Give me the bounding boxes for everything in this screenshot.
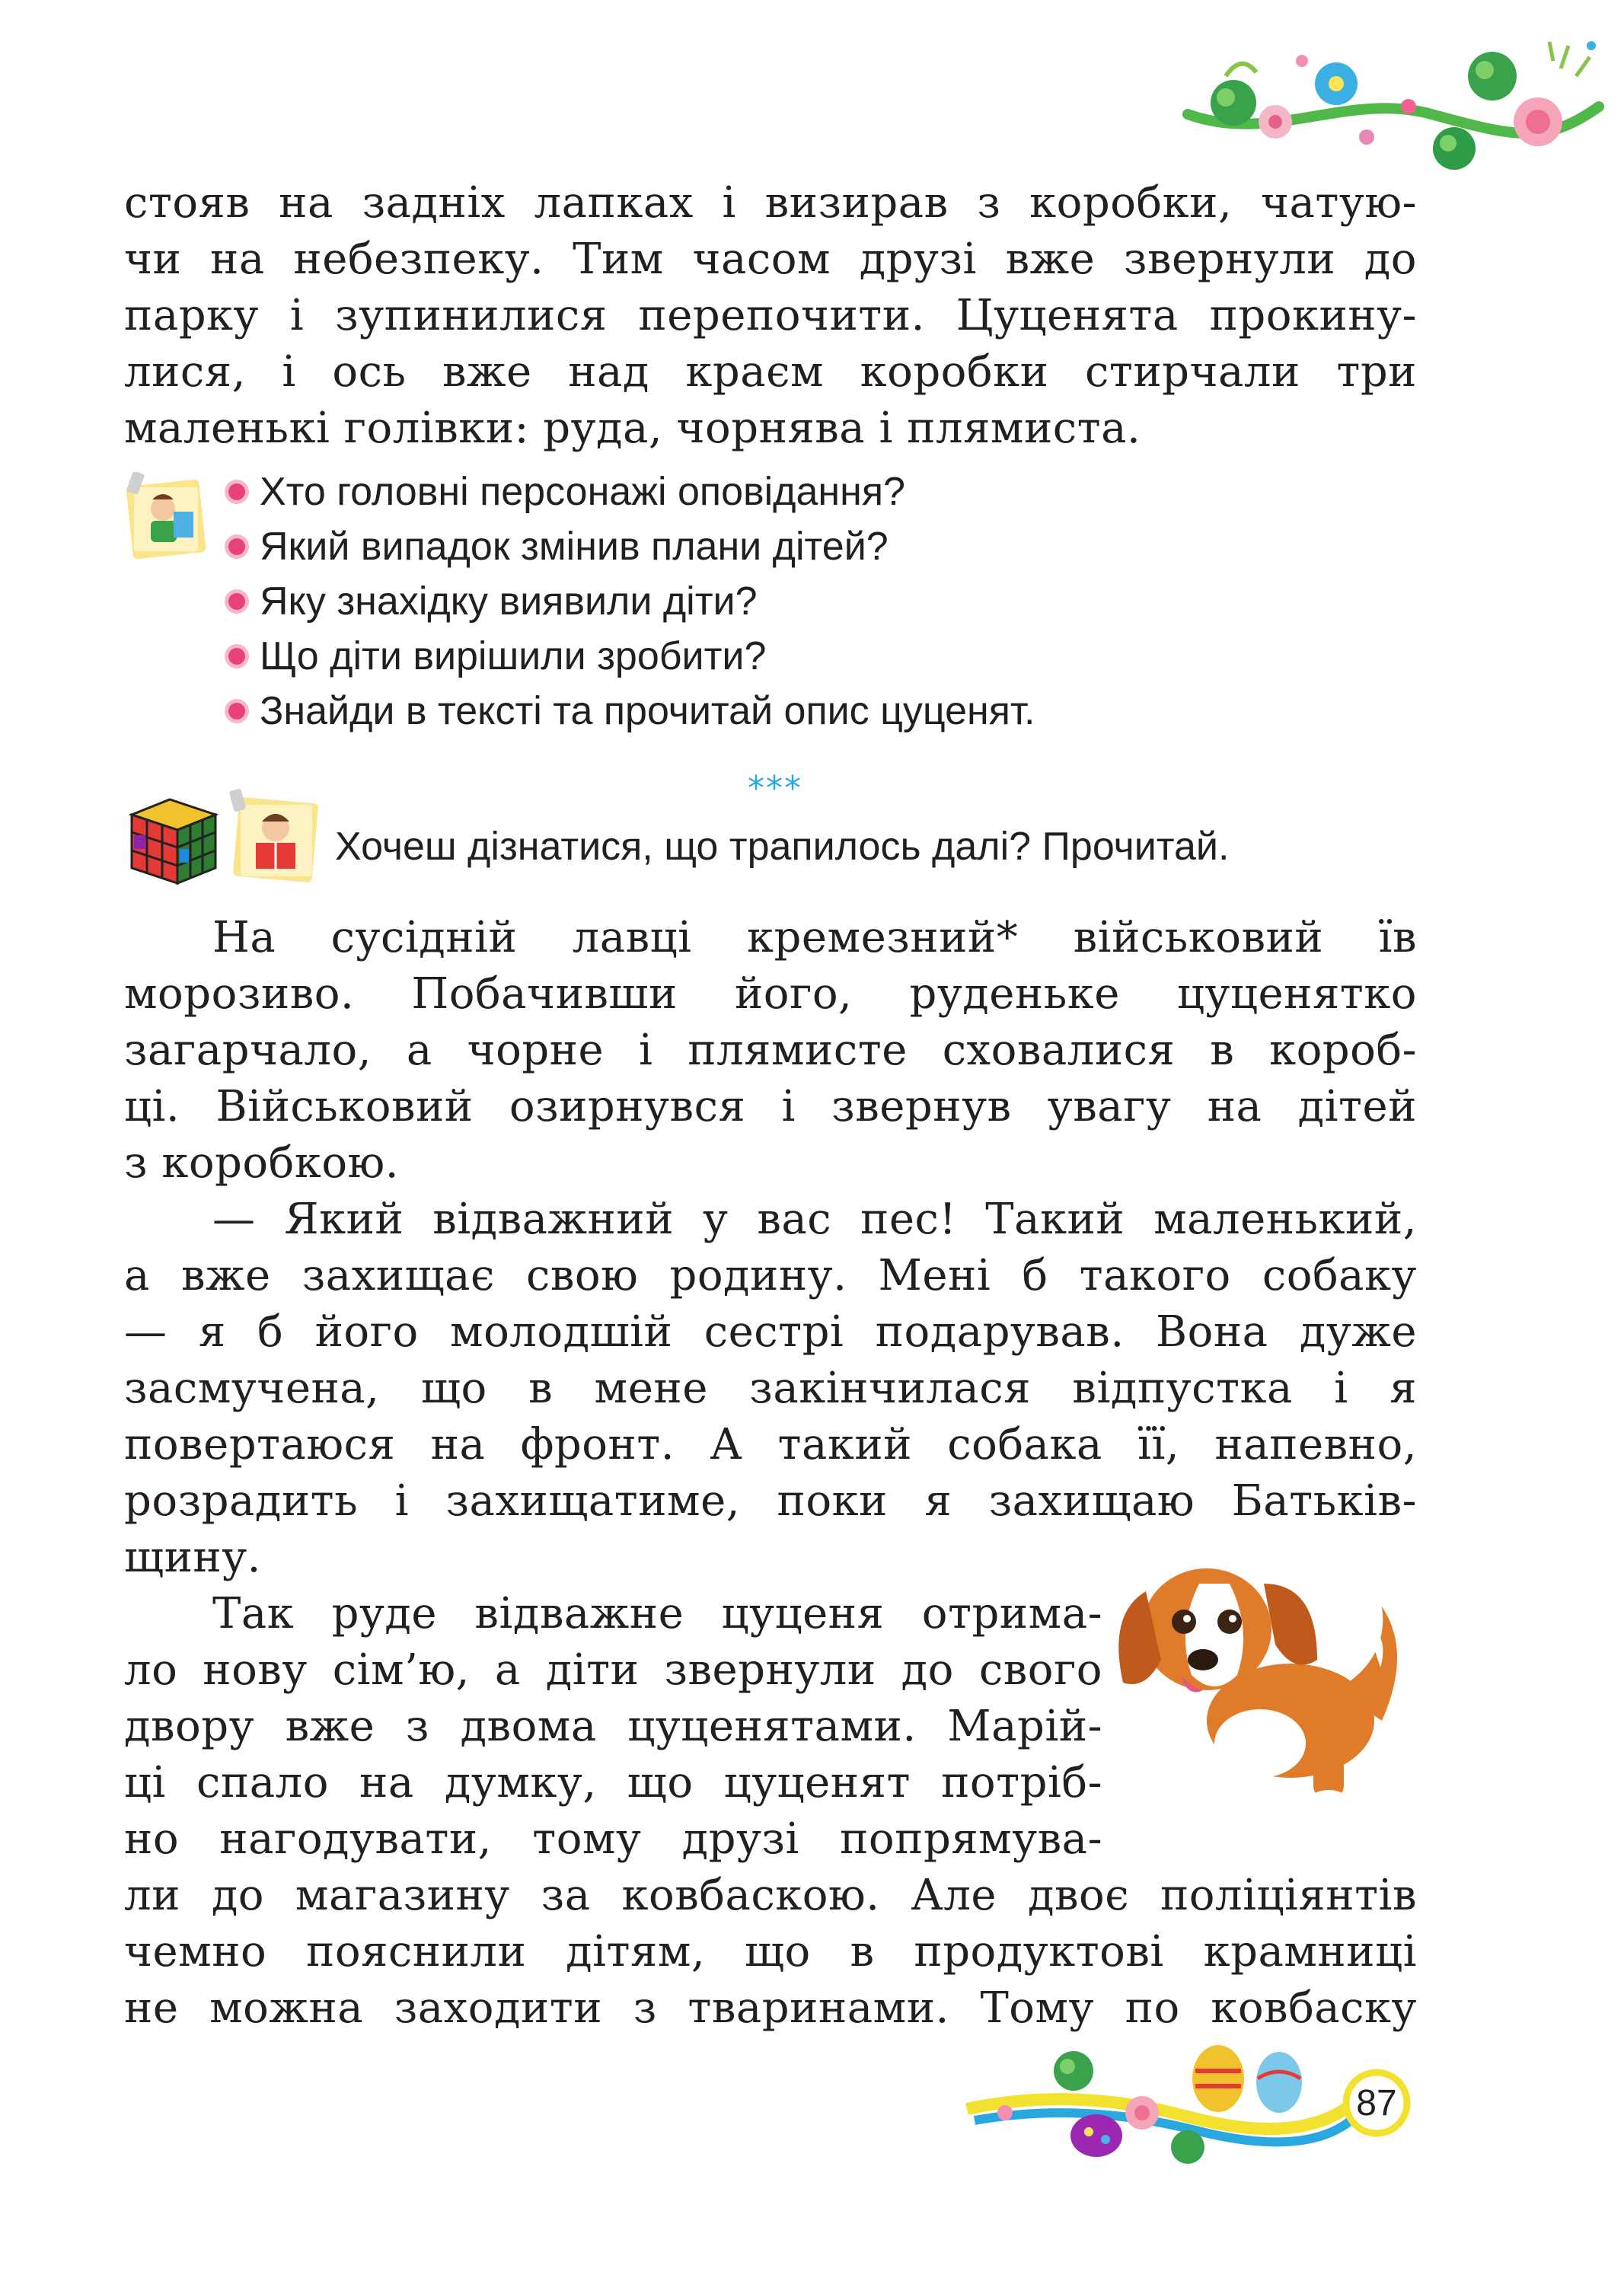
- text-line: но нагодувати, тому друзі попрямува-: [124, 1814, 1102, 1864]
- question-text: Що діти вирішили зробити?: [260, 634, 767, 678]
- rubik-cube-icon: [124, 792, 223, 887]
- reading-child-icon: [228, 788, 324, 887]
- text-line: з коробкою.: [124, 1138, 400, 1188]
- question-list: [225, 464, 1035, 739]
- text-line: не можна заходити з тваринами. Тому по ковбаску: [124, 1983, 1417, 2033]
- story-paragraph-wrapped: [124, 1586, 1102, 1868]
- text-line: морозиво. Побачивши його, руденьке цуценятко: [124, 969, 1417, 1019]
- question-item: [225, 684, 1035, 739]
- text-line: ли до магазину за ковбаскою. Але двоє поліціянтів: [124, 1871, 1417, 1920]
- puppy-illustration: [1115, 1538, 1420, 1827]
- question-text: Який випадок змінив плани дітей?: [260, 525, 889, 569]
- bullet-icon: [225, 480, 249, 504]
- question-item: [225, 574, 1035, 629]
- section-separator: ***: [748, 769, 802, 808]
- reading-prompt: Хочеш дізнатися, що трапилось далі? Прочитай.: [335, 825, 1230, 869]
- text-line: засмучена, що в мене закінчилася відпустка і я: [124, 1364, 1417, 1413]
- question-card-icon: [122, 472, 207, 563]
- text-line: чи на небезпеку. Тим часом друзі вже звернули до: [124, 235, 1417, 284]
- question-item: [225, 464, 1035, 519]
- page-number: 87: [1356, 2082, 1397, 2123]
- bullet-icon: [225, 699, 249, 723]
- bullet-icon: [225, 644, 249, 668]
- text-line: щину.: [124, 1533, 261, 1582]
- text-line: — я б його молодшій сестрі подарував. Вона дуже: [124, 1307, 1417, 1357]
- story-paragraph: [124, 910, 1417, 1192]
- text-line: стояв на задніх лапках і визирав з коробки, чатую-: [124, 178, 1417, 228]
- question-item: [225, 629, 1035, 684]
- text-line: розрадить і захищатиме, поки я захищаю Батьків-: [124, 1476, 1417, 1526]
- flower-vine-decoration: [1180, 30, 1606, 175]
- text-line: На сусідній лавці кремезний* військовий їв: [212, 913, 1417, 962]
- text-line: чемно пояснили дітям, що в продуктові крамниці: [124, 1927, 1417, 1977]
- bullet-icon: [225, 589, 249, 614]
- story-paragraph-continued: [124, 1868, 1417, 2037]
- text-line: лися, і ось вже над краєм коробки стирчали три: [124, 347, 1417, 397]
- bullet-icon: [225, 534, 249, 559]
- question-text: Знайди в тексті та прочитай опис цуценят.: [260, 689, 1035, 733]
- text-line: Так руде відважне цуценя отрима-: [212, 1589, 1102, 1638]
- question-item: [225, 519, 1035, 574]
- question-text: Яку знахідку виявили діти?: [260, 579, 758, 624]
- text-line: двору вже з двома цуценятами. Марій-: [124, 1702, 1102, 1751]
- text-line: загарчало, а чорне і плямисте сховалися в короб-: [124, 1026, 1417, 1075]
- dialogue-paragraph: [124, 1192, 1417, 1586]
- text-line: парку і зупинилися перепочити. Цуценята прокину-: [124, 291, 1417, 340]
- text-line: а вже захищає свою родину. Мені б такого собаку: [124, 1251, 1417, 1300]
- story-paragraph-continuation: [124, 175, 1417, 457]
- text-line: ці спало на думку, що цуценят потріб-: [124, 1758, 1102, 1807]
- text-line: ло нову сім’ю, а діти звернули до свого: [124, 1645, 1102, 1695]
- text-line: повертаюся на фронт. А такий собака її, напевно,: [124, 1420, 1417, 1469]
- text-line: — Який відважний у вас пес! Такий маленький,: [212, 1195, 1417, 1244]
- text-line: маленькі голівки: руда, чорнява і плямиста.: [124, 404, 1141, 453]
- text-line: ці. Військовий озирнувся і звернув увагу на дітей: [124, 1082, 1417, 1131]
- question-text: Хто головні персонажі оповідання?: [260, 470, 905, 514]
